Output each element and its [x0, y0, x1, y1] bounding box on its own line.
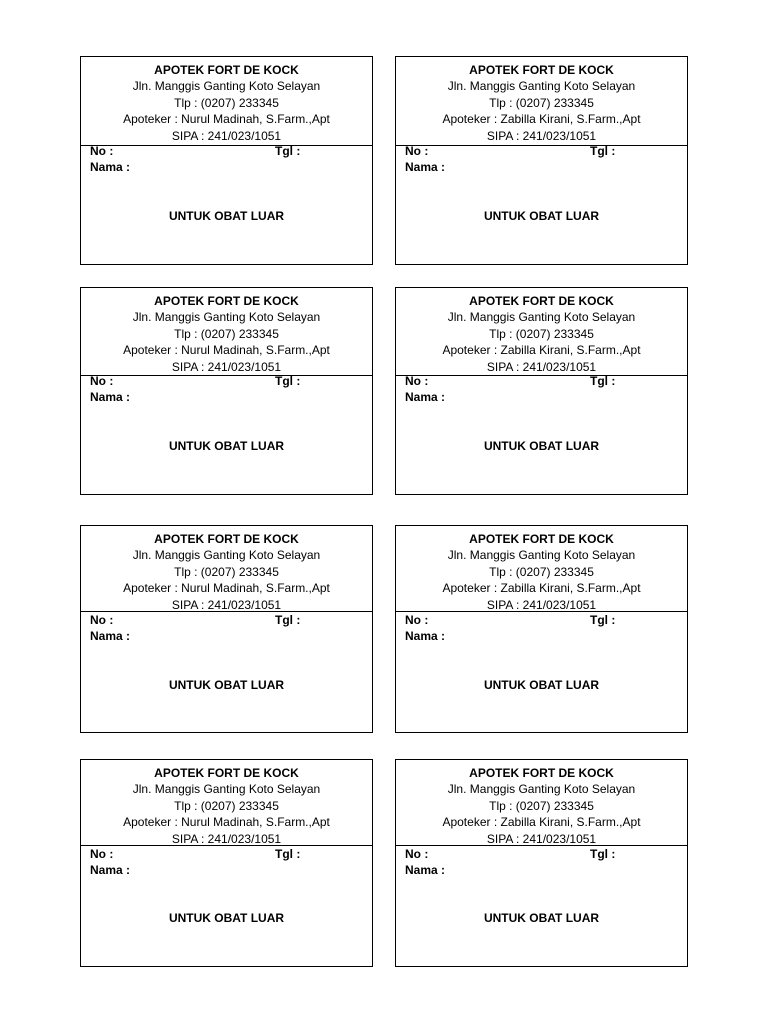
tgl-label: Tgl : [275, 144, 301, 158]
pharmacy-phone: Tlp : (0207) 233345 [489, 326, 594, 341]
pharmacy-label [80, 759, 373, 967]
label-header [396, 526, 687, 612]
usage-instruction: UNTUK OBAT LUAR [168, 911, 285, 925]
nama-label: Nama : [90, 863, 131, 877]
pharmacist-name: Apoteker : Nurul Madinah, S.Farm.,Apt [123, 112, 330, 127]
nama-label: Nama : [90, 160, 131, 174]
pharmacist-name: Apoteker : Nurul Madinah, S.Farm.,Apt [123, 343, 330, 358]
tgl-label: Tgl : [590, 144, 616, 158]
no-label: No : [405, 847, 429, 861]
label-header [396, 57, 687, 146]
no-label: No : [90, 847, 114, 861]
usage-instruction: UNTUK OBAT LUAR [168, 209, 285, 223]
usage-instruction: UNTUK OBAT LUAR [168, 439, 285, 453]
sipa-number: SIPA : 241/023/1051 [171, 359, 282, 374]
pharmacist-name: Apoteker : Nurul Madinah, S.Farm.,Apt [123, 581, 330, 596]
pharmacy-name: APOTEK FORT DE KOCK [154, 532, 299, 546]
pharmacy-address: Jln. Manggis Ganting Koto Selayan [132, 548, 321, 563]
pharmacy-label [395, 525, 688, 733]
nama-label: Nama : [405, 390, 446, 404]
tgl-label: Tgl : [590, 374, 616, 388]
pharmacist-name: Apoteker : Zabilla Kirani, S.Farm.,Apt [442, 343, 641, 358]
usage-instruction: UNTUK OBAT LUAR [483, 678, 600, 692]
pharmacy-address: Jln. Manggis Ganting Koto Selayan [132, 310, 321, 325]
sipa-number: SIPA : 241/023/1051 [171, 128, 282, 143]
pharmacist-name: Apoteker : Nurul Madinah, S.Farm.,Apt [123, 815, 330, 830]
sipa-number: SIPA : 241/023/1051 [171, 597, 282, 612]
sipa-number: SIPA : 241/023/1051 [486, 597, 597, 612]
label-header [81, 526, 372, 612]
no-label: No : [90, 374, 114, 388]
no-label: No : [405, 144, 429, 158]
pharmacy-name: APOTEK FORT DE KOCK [469, 294, 614, 308]
pharmacy-address: Jln. Manggis Ganting Koto Selayan [132, 79, 321, 94]
pharmacy-name: APOTEK FORT DE KOCK [469, 532, 614, 546]
sipa-number: SIPA : 241/023/1051 [171, 831, 282, 846]
tgl-label: Tgl : [275, 613, 301, 627]
nama-label: Nama : [90, 390, 131, 404]
pharmacy-phone: Tlp : (0207) 233345 [489, 564, 594, 579]
pharmacy-label [80, 287, 373, 495]
tgl-label: Tgl : [590, 847, 616, 861]
tgl-label: Tgl : [275, 374, 301, 388]
tgl-label: Tgl : [275, 847, 301, 861]
usage-instruction: UNTUK OBAT LUAR [483, 209, 600, 223]
no-label: No : [405, 613, 429, 627]
pharmacy-address: Jln. Manggis Ganting Koto Selayan [447, 310, 636, 325]
pharmacy-phone: Tlp : (0207) 233345 [489, 798, 594, 813]
pharmacy-name: APOTEK FORT DE KOCK [154, 63, 299, 77]
pharmacy-phone: Tlp : (0207) 233345 [489, 95, 594, 110]
pharmacy-label [80, 56, 373, 265]
pharmacy-label [395, 56, 688, 265]
no-label: No : [90, 613, 114, 627]
label-header [81, 57, 372, 146]
pharmacy-name: APOTEK FORT DE KOCK [154, 766, 299, 780]
usage-instruction: UNTUK OBAT LUAR [483, 439, 600, 453]
pharmacist-name: Apoteker : Zabilla Kirani, S.Farm.,Apt [442, 815, 641, 830]
pharmacy-name: APOTEK FORT DE KOCK [469, 63, 614, 77]
pharmacy-phone: Tlp : (0207) 233345 [174, 95, 279, 110]
pharmacy-name: APOTEK FORT DE KOCK [469, 766, 614, 780]
sipa-number: SIPA : 241/023/1051 [486, 831, 597, 846]
nama-label: Nama : [90, 629, 131, 643]
pharmacy-phone: Tlp : (0207) 233345 [174, 798, 279, 813]
pharmacist-name: Apoteker : Zabilla Kirani, S.Farm.,Apt [442, 112, 641, 127]
usage-instruction: UNTUK OBAT LUAR [483, 911, 600, 925]
sipa-number: SIPA : 241/023/1051 [486, 359, 597, 374]
pharmacy-address: Jln. Manggis Ganting Koto Selayan [447, 548, 636, 563]
no-label: No : [90, 144, 114, 158]
tgl-label: Tgl : [590, 613, 616, 627]
label-header [81, 288, 372, 376]
usage-instruction: UNTUK OBAT LUAR [168, 678, 285, 692]
pharmacy-phone: Tlp : (0207) 233345 [174, 564, 279, 579]
nama-label: Nama : [405, 863, 446, 877]
nama-label: Nama : [405, 160, 446, 174]
no-label: No : [405, 374, 429, 388]
pharmacy-address: Jln. Manggis Ganting Koto Selayan [447, 782, 636, 797]
pharmacy-label [395, 759, 688, 967]
pharmacy-address: Jln. Manggis Ganting Koto Selayan [447, 79, 636, 94]
nama-label: Nama : [405, 629, 446, 643]
pharmacy-phone: Tlp : (0207) 233345 [174, 326, 279, 341]
label-header [396, 760, 687, 846]
pharmacy-address: Jln. Manggis Ganting Koto Selayan [132, 782, 321, 797]
pharmacy-label [80, 525, 373, 733]
label-header [81, 760, 372, 846]
pharmacist-name: Apoteker : Zabilla Kirani, S.Farm.,Apt [442, 581, 641, 596]
pharmacy-label [395, 287, 688, 495]
label-header [396, 288, 687, 376]
sipa-number: SIPA : 241/023/1051 [486, 128, 597, 143]
pharmacy-name: APOTEK FORT DE KOCK [154, 294, 299, 308]
